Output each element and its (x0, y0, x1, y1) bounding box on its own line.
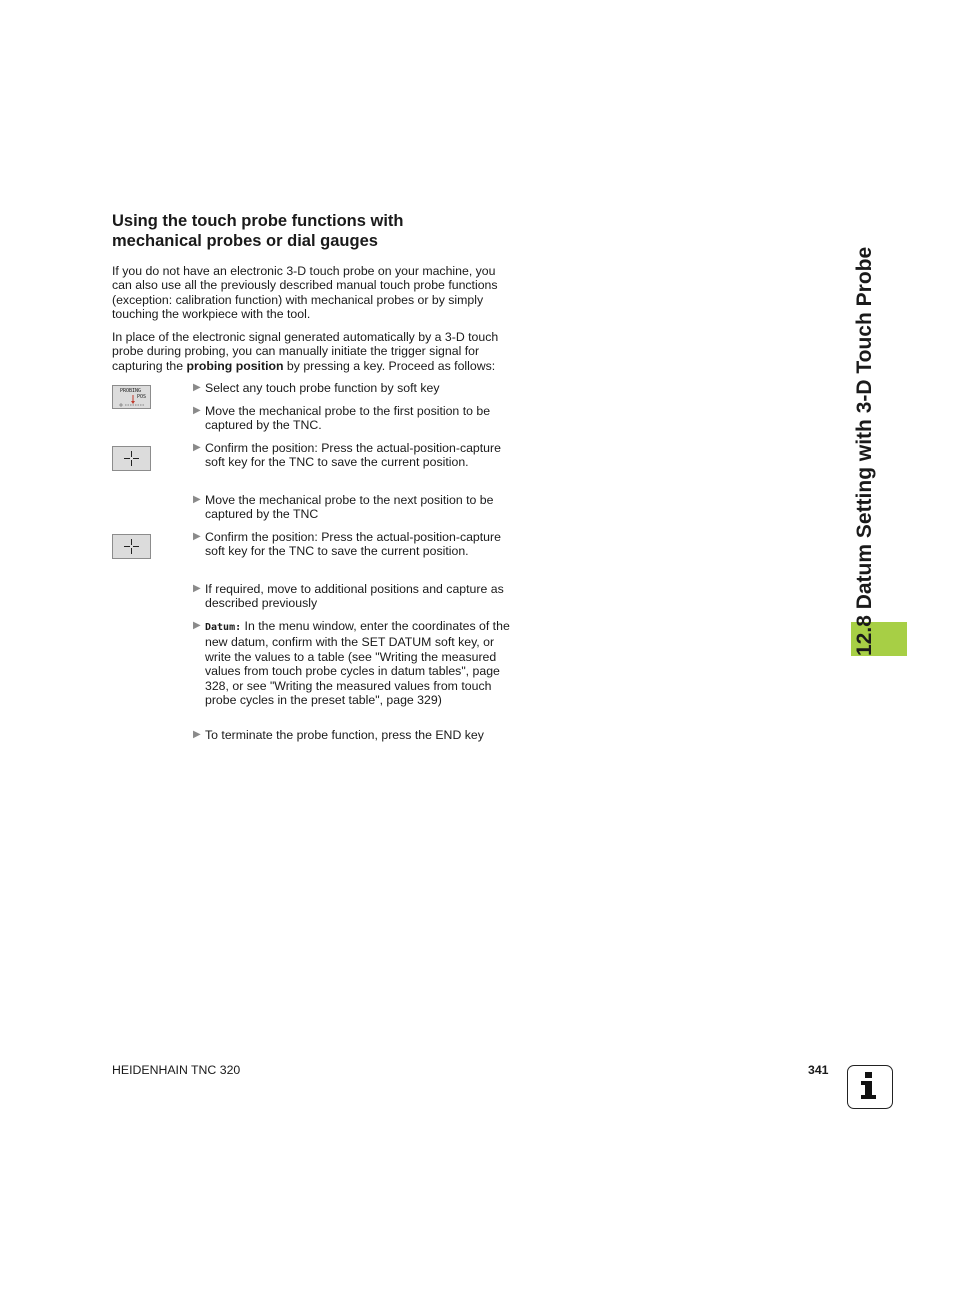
step-text: Select any touch probe function by soft key (205, 381, 440, 395)
step-text: If required, move to additional positions and capture as described previously (205, 582, 504, 611)
softkey-label-pos: POS (137, 394, 147, 400)
footer-product: HEIDENHAIN TNC 320 (112, 1063, 241, 1077)
page-number: 341 (808, 1063, 829, 1077)
info-icon (847, 1065, 893, 1109)
step-additional-positions (193, 582, 513, 611)
step-text: Move the mechanical probe to the first position to be captured by the TNC. (205, 404, 491, 433)
triangle-right-icon: ▶ (193, 382, 201, 393)
step-select-function (193, 381, 513, 395)
probe-arrow-icon (113, 386, 150, 408)
step-text: Confirm the position: Press the actual-position-capture soft key for the TNC to save the current position. (205, 441, 501, 470)
crosshair-icon (113, 447, 150, 470)
heading-line-2: mechanical probes or dial gauges (112, 232, 378, 250)
chapter-side-title: 12.8 Datum Setting with 3-D Touch Probe (853, 246, 876, 656)
info-glyph (848, 1066, 891, 1107)
triangle-right-icon: ▶ (193, 729, 201, 740)
step-text: To terminate the probe function, press the END key (205, 728, 484, 742)
step-confirm-position (193, 441, 513, 470)
procedure-paragraph (112, 330, 512, 373)
step-confirm-position-2 (193, 530, 513, 559)
triangle-right-icon: ▶ (193, 442, 201, 453)
step-datum (193, 619, 513, 707)
actual-position-capture-softkey-2[interactable] (112, 534, 151, 559)
datum-label: Datum: (205, 622, 242, 633)
triangle-right-icon: ▶ (193, 531, 201, 542)
procedure-text-start: In place of the electronic signal generated automatically by a 3-D touch probe during probing, you can manually initiate the trigger signal for capturing the (112, 330, 499, 373)
step-text: In the menu window, enter the coordinates of the new datum, confirm with the SET DATUM soft key, or write the values to a table (see "Writing the measured values from touch probe cycles in datum tables", page 328, or see "Writing the measured values from touch probe cycles in the preset table", page 329) (205, 619, 510, 708)
heading-line-1: Using the touch probe functions with (112, 212, 404, 230)
actual-position-capture-softkey[interactable] (112, 446, 151, 471)
step-move-next-position (193, 493, 513, 522)
probing-position-term: probing position (186, 358, 284, 373)
step-text: Move the mechanical probe to the next position to be captured by the TNC (205, 493, 494, 522)
step-text: Confirm the position: Press the actual-position-capture soft key for the TNC to save the current position. (205, 530, 501, 559)
triangle-right-icon: ▶ (193, 405, 201, 416)
procedure-text-end: by pressing a key. Proceed as follows: (283, 358, 496, 373)
step-terminate (193, 728, 513, 742)
triangle-right-icon: ▶ (193, 583, 201, 594)
triangle-right-icon: ▶ (193, 494, 201, 505)
section-heading (112, 211, 512, 251)
intro-paragraph: If you do not have an electronic 3-D touch probe on your machine, you can also use all the previously described manual touch probe functions (exception: calibration function) with mechanical probes or by simply touching the workpiece with the tool. (112, 264, 498, 322)
triangle-right-icon: ▶ (193, 620, 201, 631)
crosshair-icon (113, 535, 150, 558)
step-move-first-position (193, 404, 513, 433)
softkey-label-probing: PROBING (120, 388, 142, 394)
probing-pos-softkey[interactable] (112, 385, 151, 409)
